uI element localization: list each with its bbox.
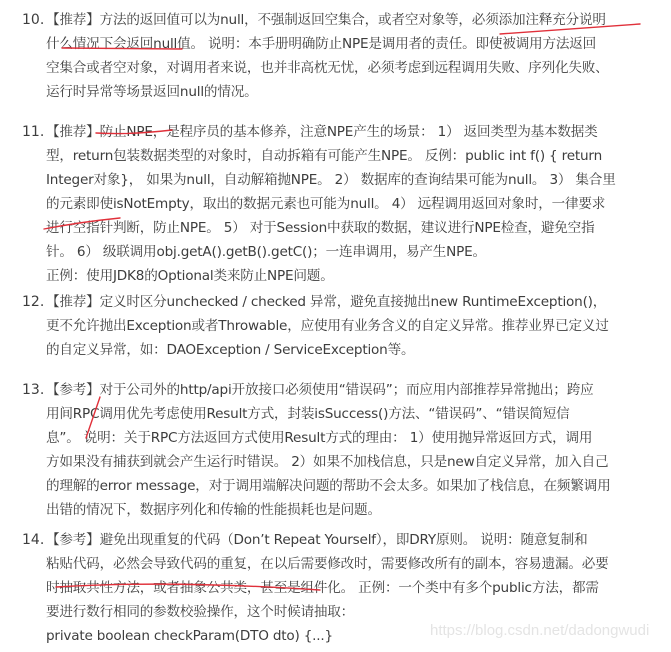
rule-line: 的自定义异常，如：DAOException / ServiceException等。 [46, 342, 415, 358]
rule-line: 针。 6） 级联调用obj.getA().getB().getC()；一连串调用，易产生NPE。 [46, 244, 486, 260]
rule-line: 【推荐】防止NPE，是程序员的基本修养，注意NPE产生的场景： 1） 返回类型为基本数据类 [46, 124, 598, 140]
rule-number: 12. [22, 294, 45, 310]
rule-line: 运行时异常等场景返回null的情况。 [46, 84, 258, 100]
rule-number: 13. [22, 382, 45, 398]
rule-number: 10. [22, 12, 45, 28]
rule-line: 要进行数行相同的参数校验操作，这个时候请抽取： [46, 604, 355, 620]
rule-number: 11. [22, 124, 45, 140]
rule-line: 的理解的error message，对于调用端解决问题的帮助不会太多。如果加了栈信息，在频繁调用 [46, 478, 611, 494]
rule-line: 粘贴代码，必然会导致代码的重复，在以后需要修改时，需要修改所有的副本，容易遗漏。必要 [46, 556, 609, 572]
rule-body [46, 378, 661, 522]
rule-line: 方如果没有捕获到就会产生运行时错误。 2）如果不加栈信息，只是new自定义异常，加入自己 [46, 454, 609, 470]
rule-line: 空集合或者空对象，对调用者来说，也并非高枕无忧，必须考虑到远程调用失败、序列化失败、 [46, 60, 609, 76]
watermark: https://blog.csdn.net/dadongwudi [430, 622, 650, 639]
rule-line: 正例：使用JDK8的Optional类来防止NPE问题。 [46, 268, 334, 284]
rule-line: 【推荐】方法的返回值可以为null，不强制返回空集合，或者空对象等，必须添加注释充分说明 [46, 12, 606, 28]
rule-line: 的元素即使isNotEmpty，取出的数据元素也可能为null。 4） 远程调用返回对象时，一律要求 [46, 196, 606, 212]
rule-line: 用间RPC调用优先考虑使用Result方式，封装isSuccess()方法、“错误码”、“错误简短信 [46, 406, 570, 422]
rule-body [46, 120, 661, 288]
rule-line: 出错的情况下，数据序列化和传输的性能损耗也是问题。 [46, 502, 381, 518]
rule-line: private boolean checkParam(DTO dto) {...} [46, 628, 333, 644]
rule-body [46, 290, 661, 362]
rule-line: 更不允许抛出Exception或者Throwable，应使用有业务含义的自定义异常。推荐业界已定义过 [46, 318, 609, 334]
rule-line: 时抽取共性方法，或者抽象公共类，甚至是组件化。 正例：一个类中有多个public方法，都需 [46, 580, 599, 596]
rule-line: 什么情况下会返回null值。 说明：本手册明确防止NPE是调用者的责任。即使被调用方法返回 [46, 36, 597, 52]
rule-number: 14. [22, 532, 45, 548]
rule-line: Integer对象}， 如果为null，自动解箱抛NPE。 2） 数据库的查询结果可能为null。 3） 集合里 [46, 172, 616, 188]
rule-body [46, 8, 661, 104]
rule-line: 【参考】避免出现重复的代码（Don’t Repeat Yourself），即DRY原则。 说明：随意复制和 [46, 532, 588, 548]
rule-line: 进行空指针判断，防止NPE。 5） 对于Session中获取的数据，建议进行NPE检查，避免空指 [46, 220, 595, 236]
rule-line: 【推荐】定义时区分unchecked / checked 异常，避免直接抛出new RuntimeException()， [46, 294, 607, 310]
rule-line: 息”。 说明：关于RPC方法返回方式使用Result方式的理由： 1）使用抛异常返回方式，调用 [46, 430, 593, 446]
rule-line: 型，return包装数据类型的对象时，自动拆箱有可能产生NPE。 反例：public int f() { return [46, 148, 602, 164]
rule-line: 【参考】对于公司外的http/api开放接口必须使用“错误码”；而应用内部推荐异常抛出；跨应 [46, 382, 594, 398]
